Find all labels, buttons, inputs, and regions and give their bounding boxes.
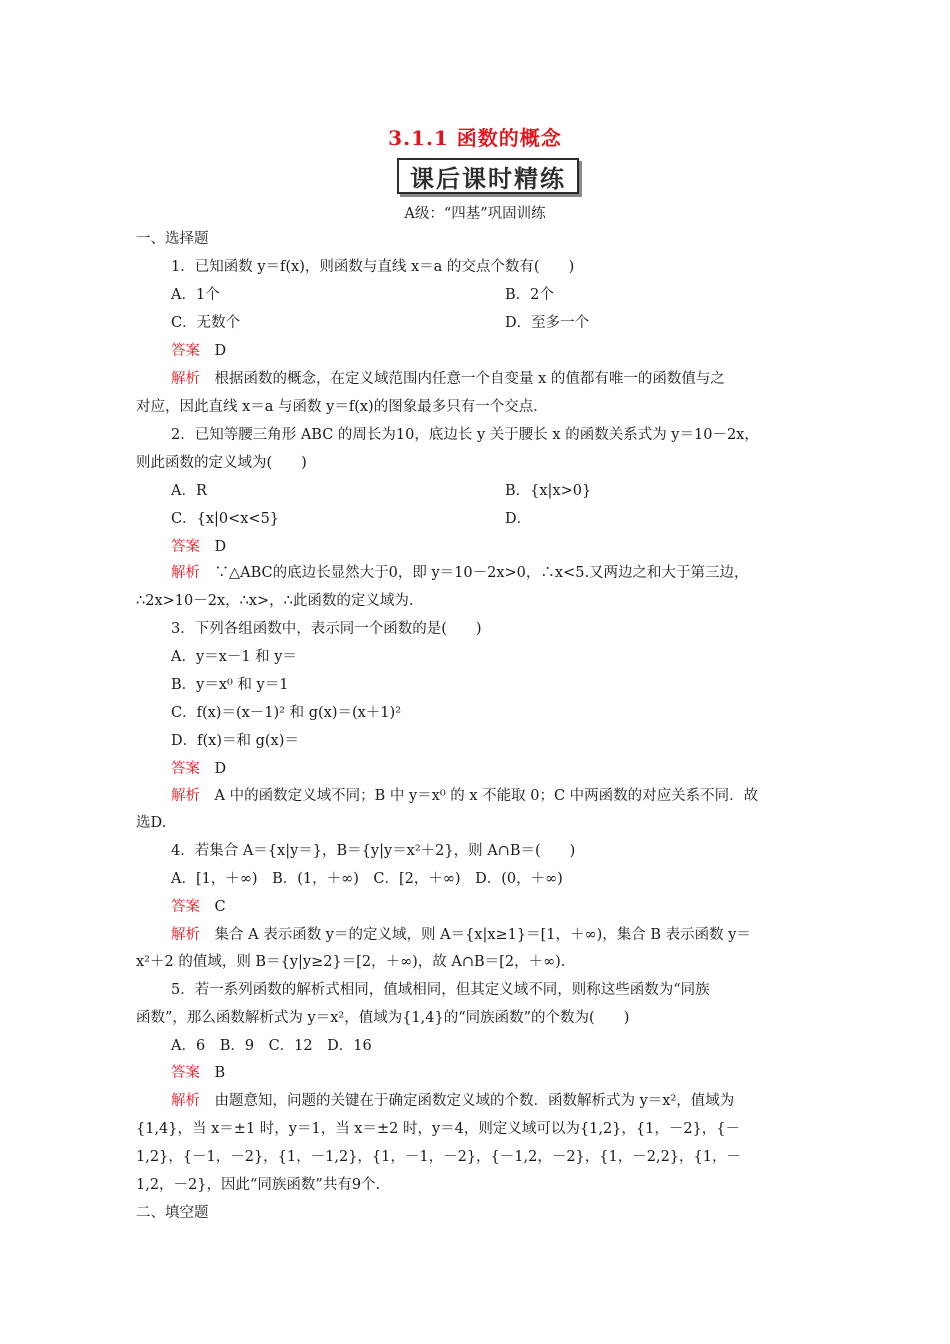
q3-analysis-row — [171, 786, 758, 806]
answer-label: 答案 — [171, 899, 200, 915]
exercise-banner — [397, 158, 579, 194]
q4-answer: C — [214, 899, 226, 915]
q4-answer-row — [171, 897, 226, 917]
q5-analysis-2: {1,4}，当 x＝±1 时，y＝1，当 x＝±2 时，y＝4，则定义域可以为{1,2}，{1，－2}，{－ — [136, 1121, 741, 1137]
q1-option-c: C．无数个 — [171, 315, 241, 331]
q3-analysis-2: 选D. — [136, 815, 167, 831]
q3-stem: 3．下列各组函数中，表示同一个函数的是( ) — [171, 621, 482, 637]
q3-answer-row — [171, 759, 226, 779]
section-heading-fill: 二、填空题 — [136, 1205, 209, 1221]
q2-option-b: B．{x|x>0} — [505, 483, 592, 499]
q5-analysis-3: 1,2}，{－1，－2}，{1，－1,2}，{1，－1，－2}，{－1,2，－2}，{1，－2,2}，{1，－ — [136, 1149, 741, 1165]
q2-option-c: C．{x|0<x<5} — [171, 511, 280, 527]
analysis-label: 解析 — [171, 1093, 200, 1109]
q1-option-a: A．1个 — [171, 287, 220, 303]
q4-stem: 4．若集合 A＝{x|y＝}，B＝{y|y＝x²＋2}，则 A∩B＝( ) — [171, 843, 576, 859]
q1-option-d: D．至多一个 — [505, 315, 590, 331]
q5-stem-1: 5．若一系列函数的解析式相同，值域相同，但其定义域不同，则称这些函数为“同族 — [171, 982, 710, 998]
banner-text: 课后课时精练 — [410, 163, 566, 193]
q5-analysis-1: 由题意知，问题的关键在于确定函数定义域的个数．函数解析式为 y＝x²，值域为 — [214, 1093, 735, 1109]
q1-analysis-1: 根据函数的概念，在定义域范围内任意一个自变量 x 的值都有唯一的函数值与之 — [214, 371, 725, 387]
q3-analysis-1: A 中的函数定义域不同；B 中 y＝x⁰ 的 x 不能取 0；C 中两函数的对应关系不同．故 — [214, 788, 759, 804]
q1-option-b: B．2个 — [505, 287, 554, 303]
q5-answer-row — [171, 1063, 225, 1083]
q2-analysis-1: ∵△ABC的底边长显然大于0，即 y＝10－2x>0，∴x<5.又两边之和大于第三边， — [214, 565, 749, 581]
page-title: 3.1.1 函数的概念 — [388, 126, 562, 150]
q1-analysis-row — [171, 369, 725, 389]
q1-answer-row — [171, 341, 226, 361]
analysis-label: 解析 — [171, 565, 200, 581]
answer-label: 答案 — [171, 1065, 200, 1081]
q5-stem-2: 函数”，那么函数解析式为 y＝x²，值域为{1,4}的“同族函数”的个数为( ) — [136, 1010, 630, 1026]
q4-options: A．[1，＋∞) B．(1，＋∞) C．[2，＋∞) D．(0，＋∞) — [171, 871, 563, 887]
q2-option-a: A．R — [171, 483, 207, 499]
answer-label: 答案 — [171, 761, 200, 777]
q2-stem-2: 则此函数的定义域为( ) — [136, 455, 307, 471]
analysis-label: 解析 — [171, 927, 200, 943]
q3-answer: D — [214, 761, 227, 777]
q5-answer: B — [214, 1065, 226, 1081]
q1-analysis-2: 对应，因此直线 x＝a 与函数 y＝f(x)的图象最多只有一个交点． — [136, 399, 548, 415]
q4-analysis-2: x²＋2 的值域，则 B＝{y|y≥2}＝[2，＋∞)，故 A∩B＝[2，＋∞). — [136, 954, 566, 970]
analysis-label: 解析 — [171, 788, 200, 804]
section-heading-choice: 一、选择题 — [136, 231, 209, 247]
q3-option-a: A．y＝x－1 和 y＝ — [171, 649, 297, 665]
q3-option-c: C．f(x)＝(x－1)² 和 g(x)＝(x＋1)² — [171, 705, 402, 721]
answer-label: 答案 — [171, 539, 200, 555]
q1-stem: 1．已知函数 y＝f(x)，则函数与直线 x＝a 的交点个数有( ) — [171, 259, 575, 275]
q4-analysis-row — [171, 925, 751, 945]
level-subtitle: A级：“四基”巩固训练 — [404, 206, 546, 222]
answer-label: 答案 — [171, 343, 200, 359]
q5-analysis-4: 1,2，－2}，因此“同族函数”共有9个. — [136, 1177, 381, 1193]
q2-stem-1: 2．已知等腰三角形 ABC 的周长为10，底边长 y 关于腰长 x 的函数关系式为 y＝10－2x， — [171, 427, 759, 443]
q2-answer-row — [171, 537, 226, 557]
q2-option-d: D． — [505, 511, 532, 527]
q2-analysis-2: ∴2x>10－2x，∴x>，∴此函数的定义域为. — [136, 593, 414, 609]
q5-analysis-row — [171, 1091, 734, 1111]
q2-analysis-row — [171, 563, 749, 583]
q3-option-b: B．y＝x⁰ 和 y＝1 — [171, 677, 289, 693]
q1-answer: D — [214, 343, 227, 359]
analysis-label: 解析 — [171, 371, 200, 387]
q3-option-d: D．f(x)＝和 g(x)＝ — [171, 733, 299, 749]
q2-answer: D — [214, 539, 227, 555]
q4-analysis-1: 集合 A 表示函数 y＝的定义域，则 A＝{x|x≥1}＝[1，＋∞)，集合 B 表示函数 y＝ — [214, 927, 751, 943]
q5-options: A．6 B．9 C．12 D．16 — [171, 1038, 372, 1054]
